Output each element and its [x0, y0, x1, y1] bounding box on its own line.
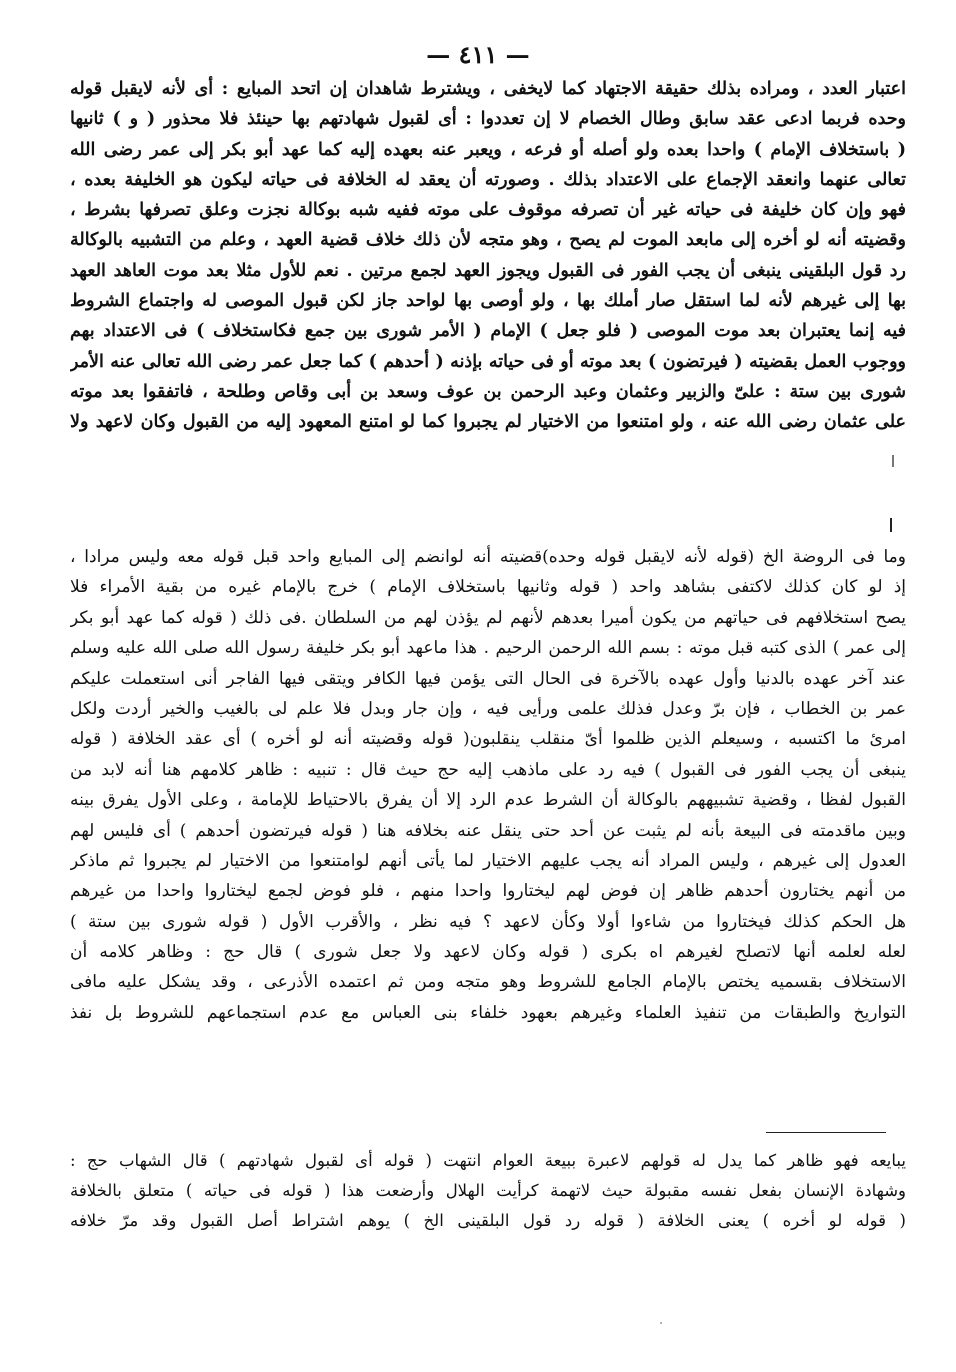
- main-text-line: وقضيته أنه لو أخره إلى مابعد الموت لم يصح ، وهو متجه لأن ذلك خلاف قضية العهد ، وعلم من التشبيه بالوكالة: [70, 230, 906, 251]
- main-text-line: ( باستخلاف الإمام ) واحدا بعده ولو أصله أو فرعه ، ويعبر عنه بعهده إليه كما عهد أبو بكر إلى عمر رضى الله: [70, 139, 906, 160]
- commentary-text-line: إلى عمر ) الذى كتبه قبل موته : بسم الله الرحمن الرحيم . هذا ماعهد أبو بكر خليفة رسول الله صلى الله عليه وسلم: [70, 638, 906, 659]
- page-number: — ٤١١ —: [426, 40, 530, 69]
- margin-mark: [892, 455, 894, 467]
- commentary-text-line: ينبغى أن يجب الفور فى القبول ) فيه رد على ماذهب إليه حج حيث قال : تنبيه : ظاهر كلامهم هنا أنه لابد من: [70, 759, 906, 780]
- commentary-text-line: العدول إلى غيرهم ، وليس المراد أنه يجب عليهم الاختيار لما يأتى أنهم لوامتنعوا من الاختيار لم يجبروا ثم ماذكر: [70, 850, 906, 871]
- commentary-text-line: القبول لفظا ، وقضية تشبيههم بالوكالة أن الشرط عدم الرد إلا أن يفرق بالاحتياط للإمامة ، وعلى الأول يفرق بينه: [70, 790, 906, 811]
- main-text-line: اعتبار العدد ، ومراده بذلك حقيقة الاجتهاد كما لايخفى ، ويشترط شاهدان إن اتحد المبايع : أى لأنه لايقبل قوله: [70, 79, 906, 99]
- commentary-text-line: من أنهم يختارون أحدهم ظاهر إن فوض لهم ليختاروا واحدا منهم ، فلو فوض لجمع ليختاروا واحدا من غيرهم: [70, 881, 906, 902]
- main-text-line: رد قول البلقينى ينبغى أن يجب الفور فى القبول ويجوز العهد لجمع مرتين . نعم للأول مثلا بعد موت العاهد العهد: [70, 260, 906, 281]
- commentary-text-line: وما فى الروضة الخ (قوله لأنه لايقبل قوله وحده)قضيته أنه لوانضم إلى المبايع واحد قبل قوله معه وليس مرادا ،: [70, 547, 906, 567]
- footnote-text-line: ( قوله لو أخره ) يعنى الخلافة ( قوله رد قول البلقينى الخ ) يوهم اشتراط أصل القبول وقد مرّ خلافه: [70, 1211, 906, 1230]
- main-text-line: فهو وإن كان خليفة فى حياته غير أن تصرفه موقوف على موته ففيه شبه بوكالة نجزت وعلق تصرفها بشرط ،: [70, 200, 906, 221]
- scan-speck: [660, 1322, 662, 1324]
- commentary-text-line: عمر بن الخطاب ، فإن برّ وعدل فذلك علمى ورأيى فيه ، وإن جار وبدل فلا علم لى بالغيب والخير أردت ولكل: [70, 698, 906, 719]
- commentary-text-line: عند آخر عهده بالدنيا وأول عهده بالآخرة فى الحال التى يؤمن فيها الكافر ويتقى فيها الفاجر أنى استعملت عليكم: [70, 668, 906, 689]
- main-text-line: بها إلى غيرهم لأنه لما استقل صار أملك بها ، ولو أوصى بها لواحد جاز لكن قبول الموصى له واجتماع الشروط: [70, 291, 906, 312]
- main-text-line: وحده فربما ادعى عقد سابق وطال الخصام لا إن تعددوا : أى لقبول شهادتهم بها حينئذ فلا محذور ( و ) ثانيها: [70, 109, 906, 130]
- commentary-text-block: [70, 542, 906, 1028]
- main-text-line: ووجوب العمل بقضيته ( فيرتضون ) بعد موته أو فى حياته بإذنه ( أحدهم ) كما جعل عمر رضى الله تعالى عنه الأمر: [70, 351, 906, 372]
- main-text-line: تعالى عنهما وانعقد الإجماع على الاعتداد بذلك . وصورته أن يعقد له الخلافة فى حياته ليكون هو الخليفة بعده ،: [70, 169, 906, 190]
- footnote-text-line: وشهادة الإنسان بفعل نفسه مقبولة حيث لاتهمة كرأيت الهلال وأرضعت هذا ( قوله فى حياته ) متعلق بالخلافة: [70, 1181, 906, 1200]
- main-text-block: [70, 74, 906, 438]
- commentary-text-line: هل الحكم كذلك فيختاروا من شاءوا أولا وكأن لاعهد ؟ فيه نظر ، والأقرب الأول ( قوله شورى بين ستة ): [70, 911, 906, 932]
- footnote-text-line: يبايعه فهو ظاهر كما يدل له قولهم لاعبرة ببيعة العوام انتهت ( قوله أى لقبول شهادتهم ) قال الشهاب حج :: [70, 1151, 906, 1170]
- main-text-line: فيه إنما يعتبران بعد موت الموصى ( فلو جعل ) الإمام ( الأمر شورى بين جمع فكاستخلاف ) فى الاعتداد بهم: [70, 321, 906, 342]
- commentary-text-line: إذ لو كان كذلك لاكتفى بشاهد واحد ( قوله وثانيها باستخلاف الإمام ) خرج بالإمام غيره من بقية الأمراء فلا: [70, 577, 906, 598]
- main-text-line: على عثمان رضى الله عنه ، ولو امتنعوا من الاختيار لم يجبروا كما لو امتنع المعهود إليه من القبول وكان لاعهد ولا: [70, 412, 906, 433]
- commentary-text-line: لعله لعلمه أنها لاتصلح لغيرهم اه بكرى ( قوله وكان لاعهد ولا جعل شورى ) قال حج : وظاهر كلامه أن: [70, 942, 906, 963]
- main-text-line: شورى بين ستة : علىّ والزبير وعثمان وعبد الرحمن بن عوف وسعد بن أبى وقاص وطلحة ، فاتفقوا بعد موته: [70, 381, 906, 402]
- section-divider: [890, 518, 892, 532]
- commentary-text-line: التواريخ والطبقات من تنفيذ العلماء وغيرهم بعهود خلفاء بنى العباس مع عدم استجماعهم للشروط بل نفذ: [70, 1002, 906, 1023]
- commentary-text-line: وبين ماقدمته فى البيعة بأنه لم يثبت عن أحد حتى ينقل عنه بخلافه هنا ( قوله فيرتضون أحدهم ) أى فليس لهم: [70, 820, 906, 841]
- commentary-text-line: يصح استخلافهم فى حياتهم من يكون أميرا بعدهم لأنهم لم يؤذن لهم من السلطان .فى ذلك ( قوله كما عهد أبو بكر: [70, 607, 906, 628]
- footnote-separator: [766, 1132, 886, 1133]
- commentary-text-line: امرئ ما اكتسبه ، وسيعلم الذين ظلموا أىّ منقلب ينقلبون( قوله وقضيته أنه لو أخره ) أى عقد الخلافة ( قوله: [70, 729, 906, 750]
- footnote-text-block: [70, 1146, 906, 1236]
- commentary-text-line: الاستخلاف بقسميه يختص بالإمام الجامع للشروط وهو متجه ومن ثم اعتمده الأذرعى ، وقد يشكل عليه مافى: [70, 972, 906, 993]
